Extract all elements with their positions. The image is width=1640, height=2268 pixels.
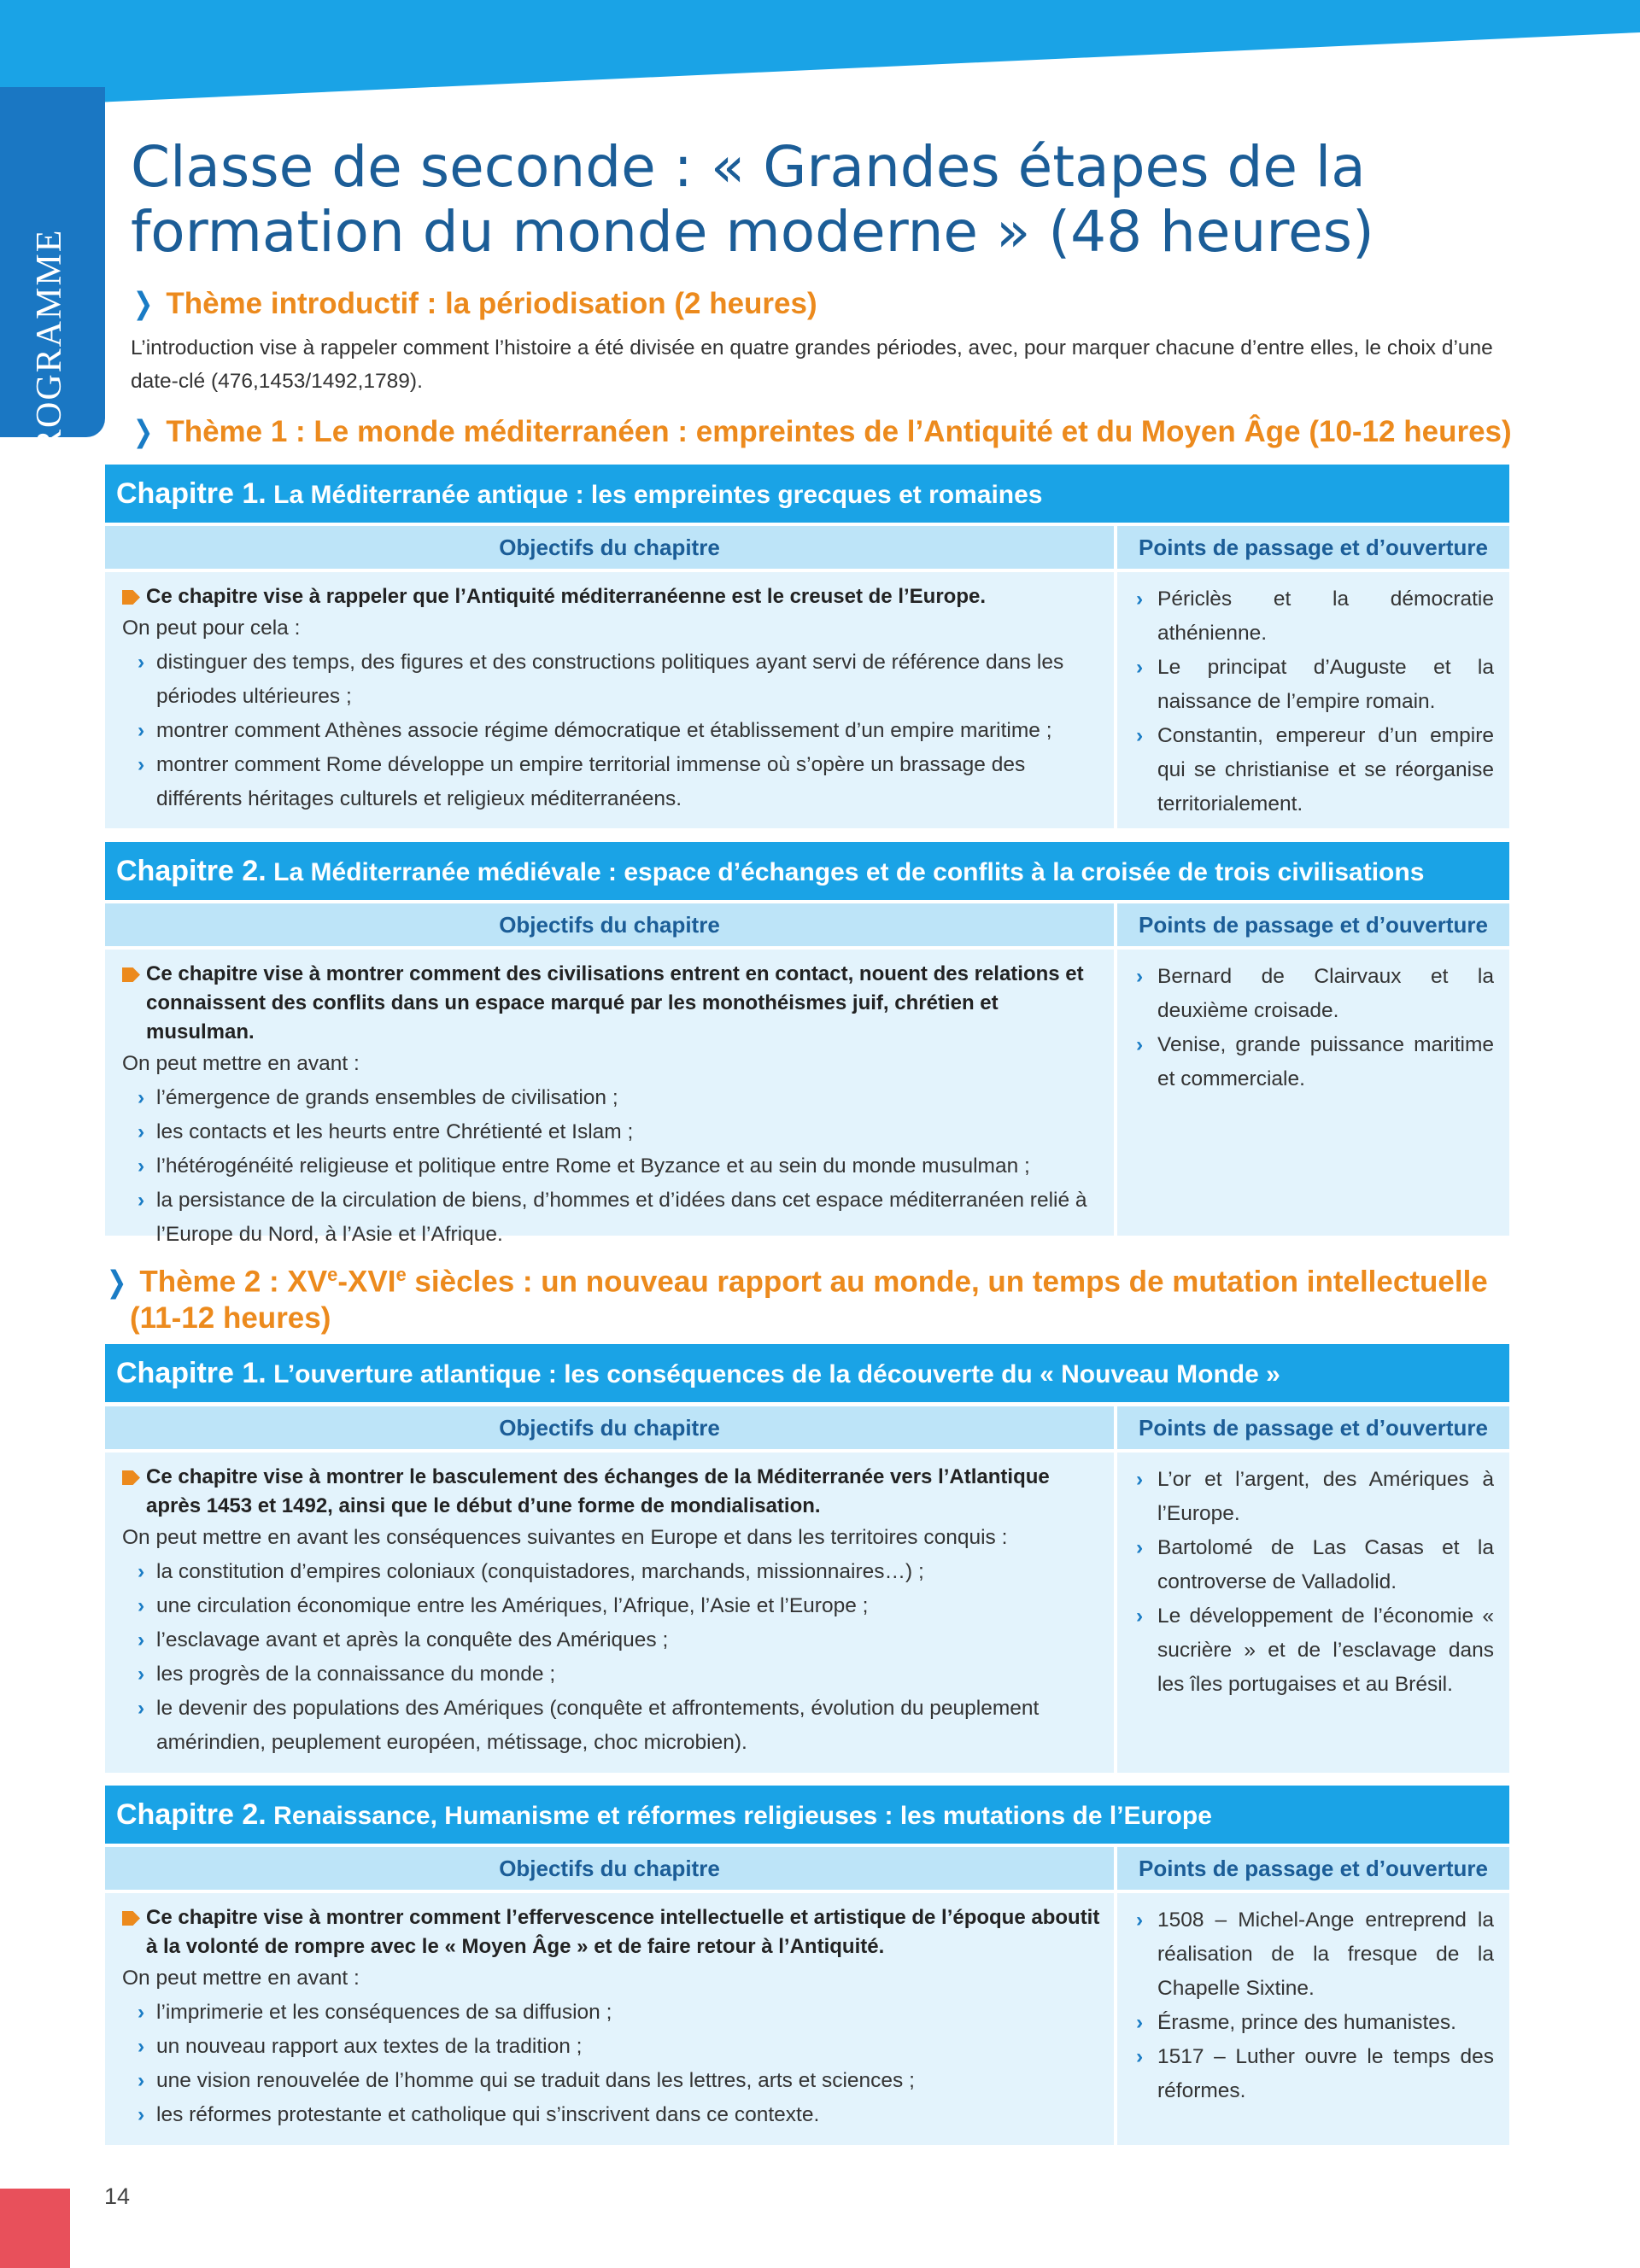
chevron-right-icon: › bbox=[138, 1120, 145, 1143]
list-item: › un nouveau rapport aux textes de la tradition ; bbox=[122, 2030, 1100, 2064]
objectives-header: Objectifs du chapitre bbox=[105, 1406, 1114, 1449]
header-band bbox=[0, 0, 1640, 107]
chevron-right-icon: › bbox=[1136, 965, 1144, 988]
chapter-header bbox=[105, 842, 1509, 900]
arrow-bullet-icon bbox=[122, 1911, 140, 1926]
chapter-intro: On peut mettre en avant les conséquences suivantes en Europe et dans les territoires conquis : bbox=[122, 1526, 1008, 1549]
chevron-right-icon: › bbox=[1136, 2045, 1144, 2068]
chevron-right-icon: › bbox=[138, 1560, 145, 1583]
list-item: › Érasme, prince des humanistes. bbox=[1136, 2006, 1494, 2040]
list-item: › montrer comment Athènes associe régime démocratique et établissement d’un empire maritime ; bbox=[122, 714, 1100, 748]
chapter-number: Chapitre 1. bbox=[116, 1357, 266, 1389]
chevron-right-icon: › bbox=[138, 651, 145, 674]
chapter-lead: Ce chapitre vise à montrer comment des civilisations entrent en contact, nouent des relations et connaissent des conflits dans un espace marqué par les monothéismes juif, chrétien et musulman. bbox=[122, 960, 1100, 1047]
theme-intro-heading bbox=[131, 286, 817, 322]
list-item: › Périclès et la démocratie athénienne. bbox=[1136, 582, 1494, 651]
chevron-right-icon: › bbox=[138, 1154, 145, 1178]
footer-red-block bbox=[0, 2189, 70, 2268]
points-cell bbox=[1117, 1453, 1509, 1773]
chevron-right-icon: ❯ bbox=[106, 1265, 127, 1299]
chevron-right-icon: › bbox=[138, 1628, 145, 1651]
side-tab bbox=[0, 87, 105, 476]
chapter-title: La Méditerranée antique : les empreintes grecques et romaines bbox=[273, 481, 1043, 509]
chevron-right-icon: › bbox=[1136, 1536, 1144, 1559]
chapter-lead: Ce chapitre vise à montrer comment l’effervescence intellectuelle et artistique de l’époque aboutit à la volonté de rompre avec le « Moyen Âge » et de faire retour à l’Antiquité. bbox=[122, 1903, 1100, 1961]
objectives-cell bbox=[105, 572, 1114, 828]
list-item: › 1508 – Michel-Ange entreprend la réalisation de la fresque de la Chapelle Sixtine. bbox=[1136, 1903, 1494, 2006]
chapter-lead: Ce chapitre vise à rappeler que l’Antiquité méditerranéenne est le creuset de l’Europe. bbox=[122, 582, 1100, 611]
chevron-right-icon: › bbox=[138, 719, 145, 742]
chapter-title: Renaissance, Humanisme et réformes religieuses : les mutations de l’Europe bbox=[273, 1802, 1212, 1830]
theme2-duration: (11-12 heures) bbox=[130, 1301, 331, 1335]
chevron-right-icon: › bbox=[138, 2103, 145, 2126]
chapter-number: Chapitre 1. bbox=[116, 477, 266, 510]
arrow-bullet-icon bbox=[122, 590, 140, 605]
chapter-intro: On peut pour cela : bbox=[122, 617, 301, 640]
objectives-header: Objectifs du chapitre bbox=[105, 1847, 1114, 1890]
list-item: › Bernard de Clairvaux et la deuxième croisade. bbox=[1136, 960, 1494, 1028]
list-item: › les progrès de la connaissance du monde ; bbox=[122, 1657, 1100, 1692]
chapter-title: La Méditerranée médiévale : espace d’échanges et de conflits à la croisée de trois civilisations bbox=[273, 858, 1425, 886]
theme-intro-text: L’introduction vise à rappeler comment l’histoire a été divisée en quatre grandes périodes, avec, pour marquer chacune d’entre elles, le choix d’une date-clé (476,1453/1492,1789). bbox=[131, 336, 1493, 393]
chapter-intro: On peut mettre en avant : bbox=[122, 1967, 360, 1990]
theme1-title: Thème 1 : Le monde méditerranéen : empreintes de l’Antiquité et du Moyen Âge (10-12 heures) bbox=[166, 415, 1512, 448]
chevron-right-icon: › bbox=[138, 1663, 145, 1686]
list-item: › distinguer des temps, des figures et des constructions politiques ayant servi de référence dans les périodes ultérieures ; bbox=[122, 646, 1100, 714]
list-item: › l’esclavage avant et après la conquête des Amériques ; bbox=[122, 1623, 1100, 1657]
list-item: › le devenir des populations des Amériques (conquête et affrontements, évolution du peuplement amérindien, peuplement européen, métissage, choc microbien). bbox=[122, 1692, 1100, 1760]
list-item: › une circulation économique entre les Amériques, l’Afrique, l’Asie et l’Europe ; bbox=[122, 1589, 1100, 1623]
chevron-right-icon: › bbox=[138, 1189, 145, 1212]
objectives-header: Objectifs du chapitre bbox=[105, 526, 1114, 569]
chevron-right-icon: › bbox=[1136, 587, 1144, 611]
list-item: › une vision renouvelée de l’homme qui se traduit dans les lettres, arts et sciences ; bbox=[122, 2064, 1100, 2098]
list-item: › Le principat d’Auguste et la naissance de l’empire romain. bbox=[1136, 651, 1494, 719]
list-item: › Venise, grande puissance maritime et commerciale. bbox=[1136, 1028, 1494, 1096]
points-header: Points de passage et d’ouverture bbox=[1117, 1847, 1509, 1890]
chevron-right-icon: › bbox=[1136, 2011, 1144, 2034]
chevron-right-icon: › bbox=[1136, 656, 1144, 679]
chapter-lead: Ce chapitre vise à montrer le basculement des échanges de la Méditerranée vers l’Atlantique après 1453 et 1492, ainsi que le début d’une forme de mondialisation. bbox=[122, 1463, 1100, 1521]
chevron-right-icon: › bbox=[138, 2001, 145, 2024]
list-item: › les contacts et les heurts entre Chrétienté et Islam ; bbox=[122, 1115, 1100, 1149]
list-item: › L’or et l’argent, des Amériques à l’Europe. bbox=[1136, 1463, 1494, 1531]
list-item: › montrer comment Rome développe un empire territorial immense où s’opère un brassage des différents héritages culturels et religieux méditerranéens. bbox=[122, 748, 1100, 816]
chevron-right-icon: › bbox=[1136, 1909, 1144, 1932]
arrow-bullet-icon bbox=[122, 1470, 140, 1485]
chevron-right-icon: › bbox=[1136, 1605, 1144, 1628]
list-item: › Constantin, empereur d’un empire qui se christianise et se réorganise territorialement. bbox=[1136, 719, 1494, 821]
points-header: Points de passage et d’ouverture bbox=[1117, 903, 1509, 946]
list-item: › l’imprimerie et les conséquences de sa diffusion ; bbox=[122, 1996, 1100, 2030]
chapter-number: Chapitre 2. bbox=[116, 855, 266, 887]
objectives-cell bbox=[105, 950, 1114, 1246]
points-header: Points de passage et d’ouverture bbox=[1117, 526, 1509, 569]
chapter-header bbox=[105, 1786, 1509, 1844]
list-item: › l’émergence de grands ensembles de civilisation ; bbox=[122, 1081, 1100, 1115]
list-item: › 1517 – Luther ouvre le temps des réformes. bbox=[1136, 2040, 1494, 2108]
objectives-header: Objectifs du chapitre bbox=[105, 903, 1114, 946]
chapter-title: L’ouverture atlantique : les conséquences de la découverte du « Nouveau Monde » bbox=[273, 1360, 1280, 1388]
chevron-right-icon: ❯ bbox=[132, 287, 154, 320]
chevron-right-icon: › bbox=[138, 2035, 145, 2058]
objectives-cell bbox=[105, 1453, 1114, 1773]
points-header: Points de passage et d’ouverture bbox=[1117, 1406, 1509, 1449]
chevron-right-icon: › bbox=[138, 753, 145, 776]
theme2-heading: ❯ Thème 2 : XVe-XVIe siècles : un nouveau rapport au monde, un temps de mutation intellectuelle (11-12 heures) bbox=[104, 1257, 1556, 1336]
chapter-header bbox=[105, 465, 1509, 523]
chapter-header bbox=[105, 1344, 1509, 1402]
objectives-cell bbox=[105, 1893, 1114, 2145]
chevron-right-icon: › bbox=[138, 2069, 145, 2092]
points-cell bbox=[1117, 572, 1509, 828]
theme-intro-title: Thème introductif : la périodisation (2 heures) bbox=[166, 287, 817, 320]
list-item: › la constitution d’empires coloniaux (conquistadores, marchands, missionnaires…) ; bbox=[122, 1555, 1100, 1589]
arrow-bullet-icon bbox=[122, 967, 140, 982]
chapter-intro: On peut mettre en avant : bbox=[122, 1052, 360, 1075]
chevron-right-icon: › bbox=[138, 1697, 145, 1720]
chevron-right-icon: › bbox=[138, 1086, 145, 1109]
chevron-right-icon: ❯ bbox=[132, 415, 154, 448]
list-item: › Le développement de l’économie « sucrière » et de l’esclavage dans les îles portugaises et au Brésil. bbox=[1136, 1599, 1494, 1702]
theme1-heading bbox=[131, 414, 1512, 450]
points-cell bbox=[1117, 950, 1509, 1236]
list-item: › les réformes protestante et catholique qui s’inscrivent dans ce contexte. bbox=[122, 2098, 1100, 2132]
page-number: 14 bbox=[104, 2183, 131, 2209]
list-item: › l’hétérogénéité religieuse et politique entre Rome et Byzance et au sein du monde musulman ; bbox=[122, 1149, 1100, 1184]
list-item: › Bartolomé de Las Casas et la controverse de Valladolid. bbox=[1136, 1531, 1494, 1599]
chevron-right-icon: › bbox=[1136, 724, 1144, 747]
list-item: › la persistance de la circulation de biens, d’hommes et d’idées dans cet espace méditerranéen relié à l’Europe du Nord, à l’Asie et l’Afrique. bbox=[122, 1184, 1100, 1252]
chevron-right-icon: › bbox=[138, 1594, 145, 1617]
chapter-number: Chapitre 2. bbox=[116, 1798, 266, 1831]
page-title: Classe de seconde : « Grandes étapes de la formation du monde moderne » (48 heures) bbox=[131, 134, 1374, 265]
points-cell bbox=[1117, 1893, 1509, 2145]
chevron-right-icon: › bbox=[1136, 1468, 1144, 1491]
chevron-right-icon: › bbox=[1136, 1033, 1144, 1056]
side-label: PROGRAMME bbox=[30, 228, 69, 476]
